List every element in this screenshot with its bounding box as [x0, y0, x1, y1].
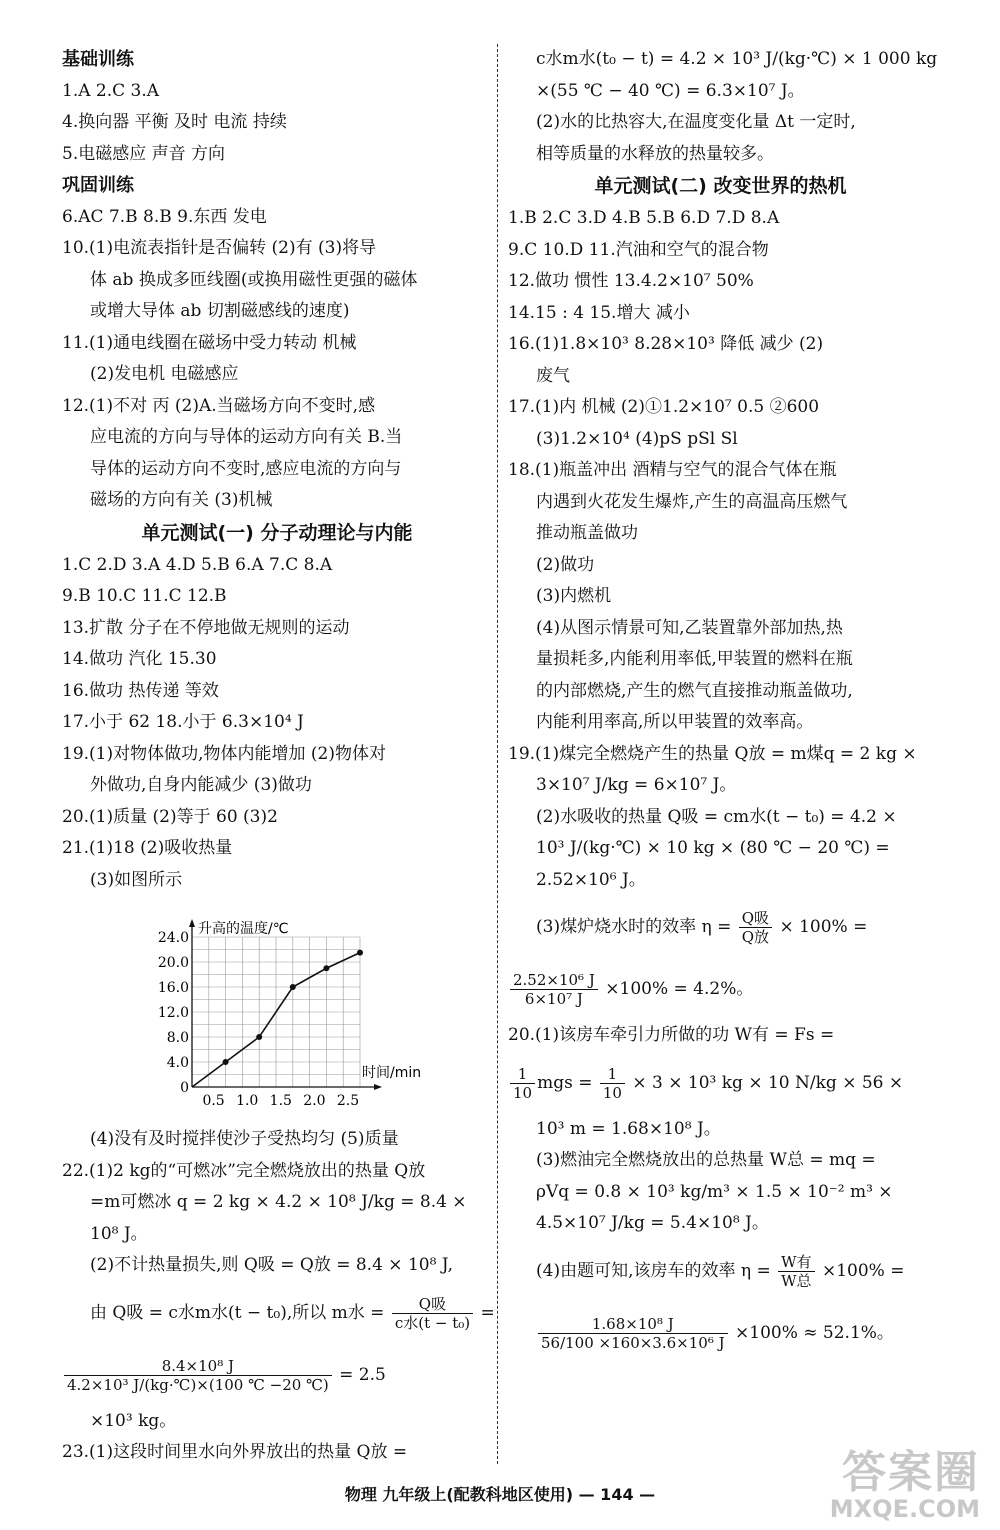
unit-test-title: 单元测试(二) 改变世界的热机 [594, 175, 847, 197]
answer-line: 20.(1)质量 (2)等于 60 (3)2 [62, 806, 278, 827]
answer-line: 外做功,自身内能减少 (3)做功 [90, 775, 312, 795]
x-axis-arrow [374, 1084, 382, 1090]
data-point [290, 984, 296, 990]
answer-line: 4.换向器 平衡 及时 电流 持续 [62, 112, 287, 132]
answer-line: 4.5×10⁷ J/kg = 5.4×10⁸ J。 [536, 1213, 769, 1233]
right-lines [508, 44, 938, 896]
q20-work-formula: $\frac{1}{10}$ mgs = $\frac{1}{10}$ × 3 × 10³ kg × 10 N/kg × 56 × [508, 1052, 933, 1114]
answer-line: (2)做功 [536, 554, 595, 575]
fraction: $\frac{1}{10}$ [510, 1065, 535, 1102]
x-tick-label: 2.0 [303, 1093, 326, 1109]
q19-efficiency: (3)煤炉烧水时的效率 η = $\frac{\text{Q吸}}{\text{Q放}}$ × 100% = [536, 909, 868, 946]
data-point [323, 965, 329, 971]
y-tick-label: 4.0 [166, 1055, 189, 1071]
answer-line: 12.做功 惯性 13.4.2×10⁷ 50% [508, 271, 754, 291]
fraction: $\frac{1}{10}$ [600, 1065, 625, 1102]
answer-line: 3×10⁷ J/kg = 6×10⁷ J。 [536, 775, 737, 795]
answer-line: 16.(1)1.8×10³ 8.28×10³ 降低 减少 (2) [508, 334, 824, 354]
temperature-time-chart [157, 915, 480, 1115]
column-divider [497, 44, 498, 1464]
unit-test-title: 单元测试(一) 分子动理论与内能 [141, 521, 413, 544]
q20-rest [508, 1114, 933, 1240]
q22-mass-formula: 由 Q吸 = c水m水(t − t₀),所以 m水 = $\frac{\text{Q吸}}{\text{c水(t − t₀)}}$ = [90, 1294, 495, 1332]
left-after-chart [62, 1124, 492, 1282]
y-axis-arrow [189, 919, 195, 927]
answer-line: 23.(1)这段时间里水向外界放出的热量 Q放 = [62, 1442, 408, 1462]
y-tick-label: 20.0 [157, 955, 189, 971]
fraction: $\frac{\text{8.4×10⁸ J}}{\text{4.2×10³ J/(kg·℃)×(100 ℃ −20 ℃)}}$ [64, 1357, 332, 1394]
answer-line: 相等质量的水释放的热量较多。 [536, 143, 774, 164]
answer-line: 17.(1)内 机械 (2)①1.2×10⁷ 0.5 ②600 [508, 397, 820, 417]
answer-line: 磁场的方向有关 (3)机械 [90, 490, 273, 510]
y-tick-label: 24.0 [157, 930, 189, 946]
fraction: $\frac{\text{1.68×10⁸ J}}{\text{56/100 ×160×3.6×10⁶ J}}$ [538, 1315, 728, 1352]
answer-line: 1.B 2.C 3.D 4.B 5.B 6.D 7.D 8.A [508, 208, 780, 228]
answer-line: 16.做功 热传递 等效 [62, 680, 219, 701]
answer-line: 导体的运动方向不变时,感应电流的方向与 [90, 458, 402, 479]
answer-line: 14.做功 汽化 15.30 [62, 649, 217, 669]
answer-line: 21.(1)18 (2)吸收热量 [62, 838, 233, 858]
answer-line: (2)水吸收的热量 Q吸 = cm水(t − t₀) = 4.2 × [536, 806, 897, 827]
answer-line: 2.52×10⁶ J。 [536, 869, 646, 890]
answer-line: 体 ab 换成多匝线圈(或换用磁性更强的磁体 [90, 269, 418, 290]
answer-line: 5.电磁感应 声音 方向 [62, 143, 226, 164]
answer-line: 12.(1)不对 丙 (2)A.当磁场方向不变时,感 [62, 395, 376, 416]
fraction: $\frac{\text{W有}}{\text{W总}}$ [778, 1253, 814, 1290]
answer-line: (3)1.2×10⁴ (4)pS pSl Sl [536, 428, 738, 449]
answer-line: 内遇到火花发生爆炸,产生的高温高压燃气 [536, 491, 848, 512]
answer-line: 11.(1)通电线圈在磁场中受力转动 机械 [62, 332, 357, 353]
answer-line: c水m水(t₀ − t) = 4.2 × 10³ J/(kg·℃) × 1 000 kg [536, 49, 938, 69]
data-point [357, 950, 363, 956]
answer-line: 10⁸ J。 [90, 1223, 148, 1244]
y-tick-label: 8.0 [166, 1030, 189, 1046]
answer-line: 10³ J/(kg·℃) × 10 kg × (80 ℃ − 20 ℃) = [536, 838, 890, 858]
answer-line: =m可燃冰 q = 2 kg × 4.2 × 10⁸ J/kg = 8.4 × [90, 1192, 467, 1212]
right-column [508, 44, 938, 1364]
left-lines [62, 44, 492, 896]
answer-line: 10³ m = 1.68×10⁸ J。 [536, 1118, 721, 1139]
answer-line: (4)从图示情景可知,乙装置靠外部加热,热 [536, 617, 843, 638]
y-tick-label: 12.0 [157, 1005, 189, 1021]
answer-line: 9.B 10.C 11.C 12.B [62, 586, 227, 606]
answer-line: 13.扩散 分子在不停地做无规则的运动 [62, 617, 350, 638]
answer-line: (2)发电机 电磁感应 [90, 364, 239, 384]
answer-line: 19.(1)煤完全燃烧产生的热量 Q放 = m煤q = 2 kg × [508, 743, 917, 764]
answer-line: 量损耗多,内能利用率低,甲装置的燃料在瓶 [536, 649, 853, 669]
answer-line: 14.15 : 4 15.增大 减小 [508, 302, 690, 323]
answer-line: 18.(1)瓶盖冲出 酒精与空气的混合气体在瓶 [508, 460, 837, 480]
answer-line: 10.(1)电流表指针是否偏转 (2)有 (3)将导 [62, 238, 377, 258]
x-tick-label: 2.5 [336, 1093, 360, 1109]
answer-line: 1.A 2.C 3.A [62, 80, 160, 101]
answer-line: 22.(1)2 kg的“可燃冰”完全燃烧放出的热量 Q放 [62, 1160, 426, 1181]
answer-line: 内能利用率高,所以甲装置的效率高。 [536, 712, 814, 732]
q22-mass-calc: $\frac{\text{8.4×10⁸ J}}{\text{4.2×10³ J/(kg·℃)×(100 ℃ −20 ℃)}}$ = 2.5 [62, 1344, 492, 1406]
data-point [256, 1034, 262, 1040]
q20-efficiency: (4)由题可知,该房车的效率 η = $\frac{\text{W有}}{\text{W总}}$ ×100% = [536, 1252, 905, 1290]
answer-line: 9.C 10.D 11.汽油和空气的混合物 [508, 239, 769, 260]
answer-line: 的内部燃烧,产生的燃气直接推动瓶盖做功, [536, 680, 853, 701]
q20-efficiency-calc: $\frac{\text{1.68×10⁸ J}}{\text{56/100 ×160×3.6×10⁶ J}}$ ×100% ≈ 52.1%。 [508, 1302, 933, 1364]
answer-line: (3)燃油完全燃烧放出的总热量 W总 = mq = [536, 1150, 876, 1170]
x-tick-label: 1.5 [269, 1093, 292, 1109]
answer-line: (3)内燃机 [536, 586, 612, 606]
answer-line: (3)如图所示 [90, 869, 183, 890]
watermark-logo: 答案圈 MXQE.COM [829, 1447, 980, 1523]
answer-line: (4)没有及时搅拌使沙子受热均匀 (5)质量 [90, 1129, 399, 1149]
answer-line: 废气 [536, 365, 570, 386]
section-heading: 巩固训练 [62, 175, 134, 196]
answer-line: ×10³ kg。 [90, 1410, 177, 1431]
answer-line: (2)不计热量损失,则 Q吸 = Q放 = 8.4 × 10⁸ J, [90, 1255, 454, 1275]
x-tick-label: 1.0 [236, 1093, 259, 1109]
left-tail [62, 1406, 492, 1469]
x-axis-label: 时间/min [362, 1065, 422, 1081]
y-tick-label: 16.0 [157, 980, 189, 996]
data-point [223, 1059, 229, 1065]
fraction: $\frac{\text{Q吸}}{\text{Q放}}$ [739, 909, 772, 946]
answer-line: 应电流的方向与导体的运动方向有关 B.当 [90, 427, 403, 447]
answer-line: 17.小于 62 18.小于 6.3×10⁴ J [62, 712, 304, 732]
fraction: $\frac{\text{Q吸}}{\text{c水(t − t₀)}}$ [392, 1295, 473, 1332]
answer-line: (2)水的比热容大,在温度变化量 Δt 一定时, [536, 112, 856, 132]
y-tick-label: 0 [180, 1080, 189, 1096]
x-tick-label: 0.5 [202, 1093, 225, 1109]
left-column [62, 44, 495, 1469]
q20-line1: 20.(1)该房车牵引力所做的功 W有 = Fs = [508, 1025, 835, 1045]
answer-line: ρVq = 0.8 × 10³ kg/m³ × 1.5 × 10⁻² m³ × [536, 1181, 893, 1202]
page-footer: 物理 九年级上(配教科地区使用) — 144 — [344, 1485, 656, 1504]
section-heading: 基础训练 [62, 49, 134, 70]
y-axis-label: 升高的温度/℃ [198, 921, 289, 937]
answer-line: 6.AC 7.B 8.B 9.东西 发电 [62, 206, 267, 227]
answer-line: 推动瓶盖做功 [536, 523, 638, 543]
answer-line: 或增大导体 ab 切割磁感线的速度) [90, 301, 350, 321]
answer-line: 1.C 2.D 3.A 4.D 5.B 6.A 7.C 8.A [62, 554, 333, 575]
fraction: $\frac{\text{2.52×10⁶ J}}{\text{6×10⁷ J}}$ [510, 971, 598, 1008]
answer-line: ×(55 ℃ − 40 ℃) = 6.3×10⁷ J。 [536, 80, 805, 101]
q19-efficiency-calc: $\frac{\text{2.52×10⁶ J}}{\text{6×10⁷ J}}$ ×100% = 4.2%。 [508, 958, 933, 1020]
answer-line: 19.(1)对物体做功,物体内能增加 (2)物体对 [62, 743, 387, 764]
